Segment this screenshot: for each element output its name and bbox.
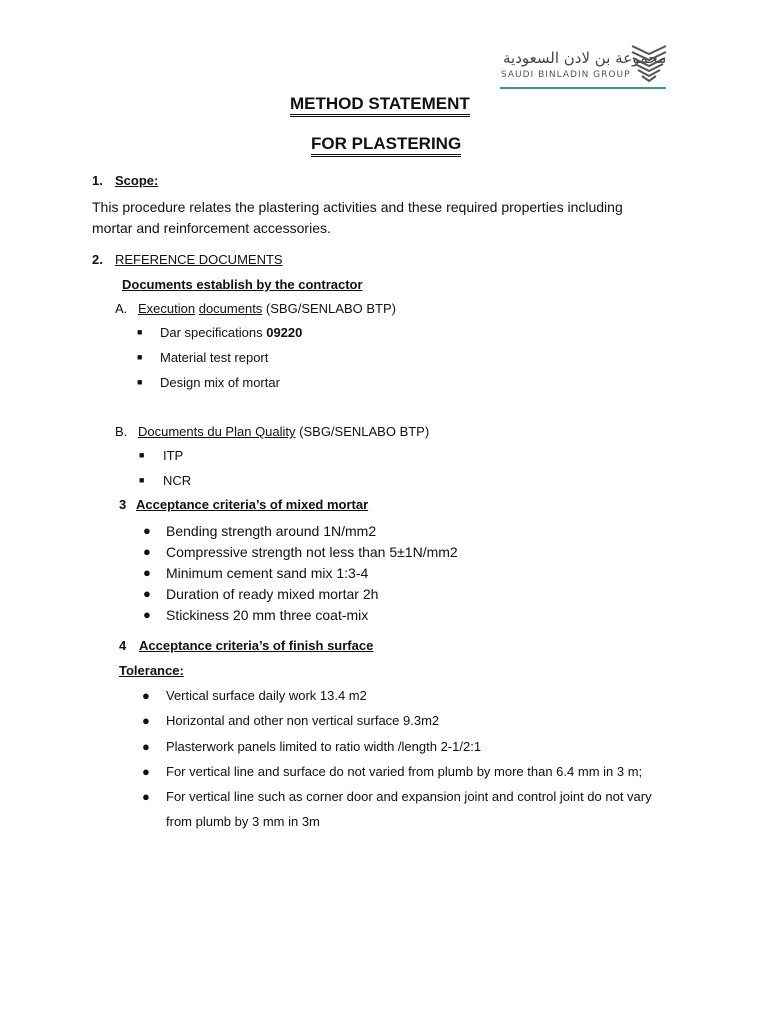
finish-item-1: Vertical surface daily work 13.4 m2 [166,688,367,703]
list-b-heading [138,424,429,439]
bullet-icon: ● [143,544,151,559]
section-2-heading: REFERENCE DOCUMENTS [115,252,283,267]
section-2-number: 2. [92,252,103,267]
list-a-letter: A. [115,301,128,316]
list-b-item-2: NCR [163,473,192,488]
bullet-icon: ● [143,607,151,622]
section-3-number: 3 [119,497,127,512]
logo-english-text: SAUDI BINLADIN GROUP [501,70,631,80]
list-b-item-1: ITP [163,448,184,463]
logo-underline [500,87,666,89]
list-a-heading [138,301,396,316]
list-a-word-2: documents [198,301,263,316]
mortar-item-1: Bending strength around 1N/mm2 [166,523,377,539]
tolerance-heading: Tolerance: [119,663,184,678]
list-a-rest: (SBG/SENLABO BTP) [262,301,396,316]
section-4-heading: Acceptance criteria’s of finish surface [139,638,374,653]
bullet-icon: ● [142,789,150,804]
list-a-item-1-code: 09220 [266,325,303,340]
document-title: METHOD STATEMENT [290,94,470,117]
bullet-icon: ● [142,764,150,779]
list-a-word-1: Execution [138,301,196,316]
list-a-item-3: Design mix of mortar [160,375,280,390]
list-a-item-1 [160,325,302,340]
finish-item-3: Plasterwork panels limited to ratio width /length 2-1/2:1 [166,739,482,754]
logo-arabic-text: مجموعة بن لادن السعودية [503,49,667,67]
list-a-item-2: Material test report [160,350,269,365]
document-subtitle: FOR PLASTERING [311,134,461,157]
finish-item-4: For vertical line and surface do not varied from plumb by more than 6.4 mm in 3 m; [166,764,643,779]
bullet-icon: ● [142,739,150,754]
mortar-item-5: Stickiness 20 mm three coat-mix [166,607,369,623]
square-bullet-icon: ■ [137,352,143,362]
bullet-icon: ● [142,713,150,728]
section-1-number: 1. [92,173,103,188]
mortar-item-4: Duration of ready mixed mortar 2h [166,586,379,602]
list-b-rest: (SBG/SENLABO BTP) [295,424,430,439]
scope-text-line-1: This procedure relates the plastering activities and these required properties including [92,199,623,215]
list-a-item-1-text: Dar specifications [160,325,267,340]
bullet-icon: ● [142,688,150,703]
section-2-subheading: Documents establish by the contractor [122,277,363,292]
square-bullet-icon: ■ [137,327,143,337]
list-b-letter: B. [115,424,128,439]
square-bullet-icon: ■ [139,450,145,460]
finish-item-5-continuation: from plumb by 3 mm in 3m [166,814,320,829]
finish-item-2: Horizontal and other non vertical surface 9.3m2 [166,713,440,728]
logo-emblem-icon [630,44,668,84]
bullet-icon: ● [143,523,151,538]
mortar-item-3: Minimum cement sand mix 1:3-4 [166,565,369,581]
square-bullet-icon: ■ [139,475,145,485]
finish-item-5: For vertical line such as corner door and expansion joint and control joint do not vary [166,789,652,804]
bullet-icon: ● [143,586,151,601]
section-1-heading: Scope: [115,173,159,188]
section-3-heading: Acceptance criteria’s of mixed mortar [136,497,369,512]
section-4-number: 4 [119,638,127,653]
square-bullet-icon: ■ [137,377,143,387]
scope-text-line-2: mortar and reinforcement accessories. [92,220,331,236]
bullet-icon: ● [143,565,151,580]
list-b-label: Documents du Plan Quality [138,424,296,439]
mortar-item-2: Compressive strength not less than 5±1N/mm2 [166,544,458,560]
